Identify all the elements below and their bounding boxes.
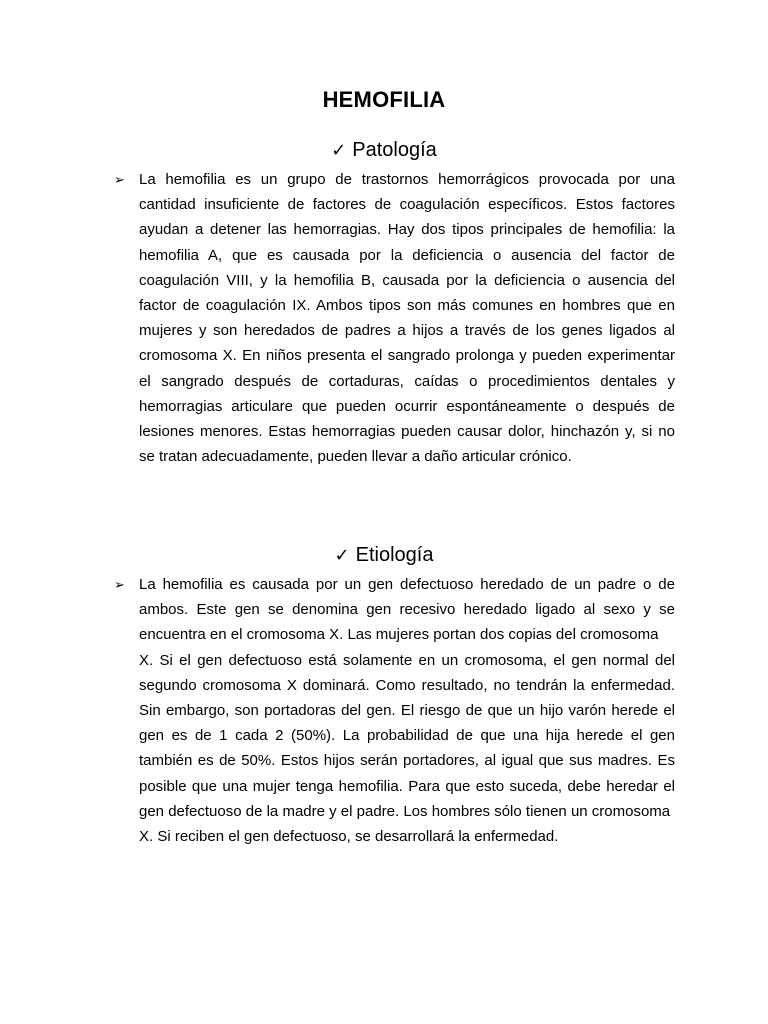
paragraph: X. Si el gen defectuoso está solamente en un cromosoma, el gen normal del segundo cromosoma X dominará. Como resultado, no tendrán la enfermedad. Sin embargo, son portadoras del gen. El riesgo de que un hijo varón herede el gen es de 1 cada 2 (50%). La probabilidad de que una hija herede el gen también es de 50%. Estos hijos serán portadores, al igual que sus madres. Es posible que una mujer tenga hemofilia. Para que esto suceda, debe heredar el gen defectuoso de la madre y el padre. Los hombres sólo tienen un cromosoma xyxy=(139,651,675,820)
document-title: HEMOFILIA xyxy=(322,87,446,112)
arrow-bullet-icon: ➢ xyxy=(114,578,125,593)
section-heading-label: Etiología xyxy=(355,544,434,566)
section-heading-patologia xyxy=(0,137,768,164)
paragraph: La hemofilia es causada por un gen defectuoso heredado de un padre o de ambos. Este gen se denomina gen recesivo heredado ligado al sexo y se encuentra en el cromosoma X. Las mujeres portan dos copias del cromosoma xyxy=(139,576,675,644)
check-mark-icon: ✓ xyxy=(334,545,350,566)
paragraph: X. Si reciben el gen defectuoso, se desarrollará la enfermedad. xyxy=(139,828,559,846)
arrow-bullet-icon: ➢ xyxy=(114,173,125,188)
section-body-patologia xyxy=(139,167,675,469)
paragraph: La hemofilia es un grupo de trastornos hemorrágicos provocada por una cantidad insuficiente de factores de coagulación específicos. Estos factores ayudan a detener las hemorragias. Hay dos tipos principales de hemofilia: la hemofilia A, que es causada por la deficiencia o ausencia del factor de coagulación VIII, y la hemofilia B, causada por la deficiencia o ausencia del factor de coagulación IX. Ambos tipos son más comunes en hombres que en mujeres y son heredados de padres a hijos a través de los genes ligados al cromosoma X. En niños presenta el sangrado prolonga y pueden experimentar el sangrado después de cortaduras, caídas o procedimientos dentales y hemorragias articulare que pueden ocurrir espontáneamente o después de lesiones menores. Estas hemorragias pueden causar dolor, hinchazón y, si no se tratan adecuadamente, pueden llevar a daño articular crónico. xyxy=(139,171,675,466)
section-heading-etiologia xyxy=(0,542,768,569)
section-heading-label: Patología xyxy=(352,139,437,161)
check-mark-icon: ✓ xyxy=(331,140,347,161)
section-body-etiologia xyxy=(139,572,675,849)
